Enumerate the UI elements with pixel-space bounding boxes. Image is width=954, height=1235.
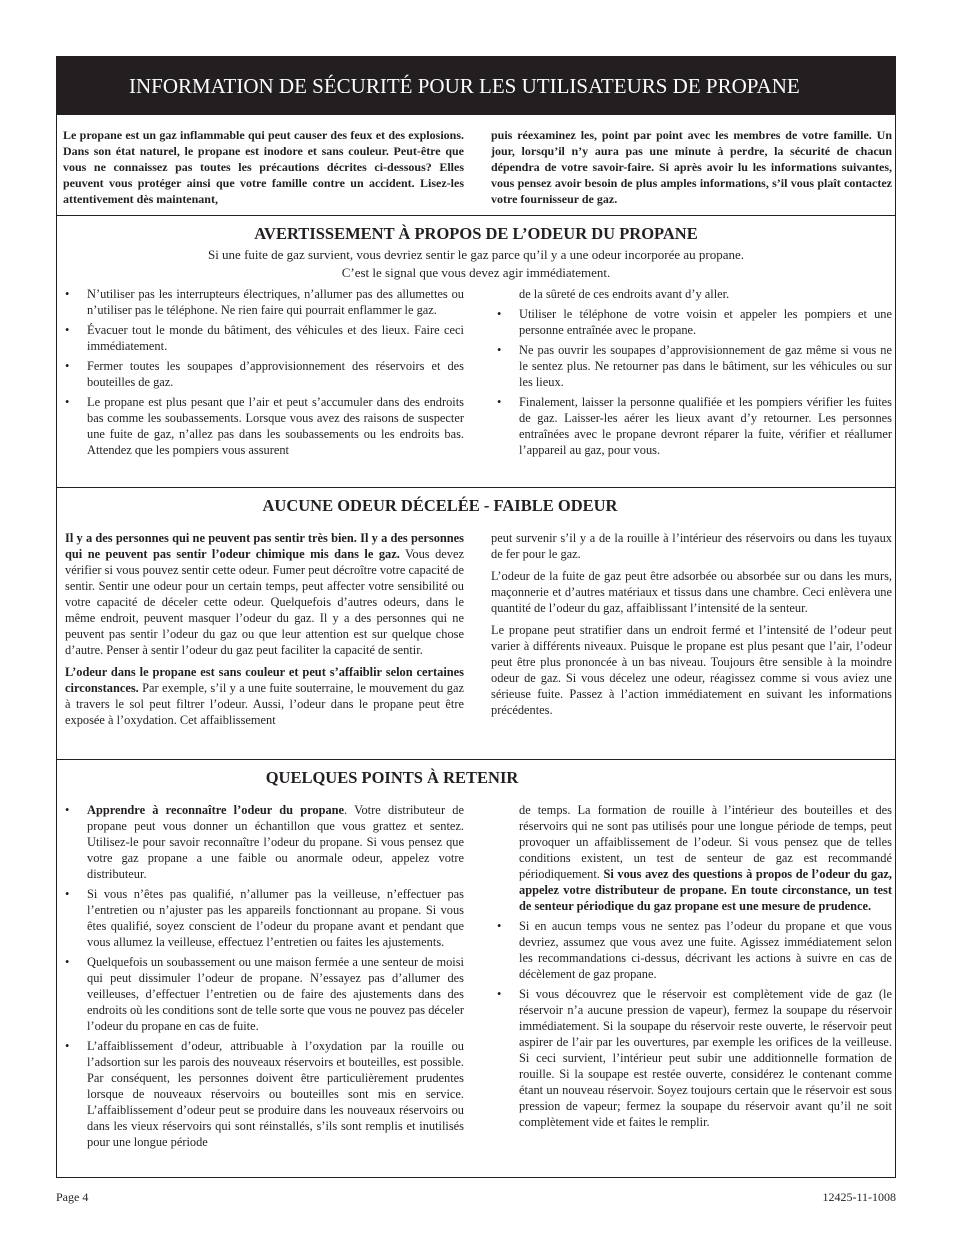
no-odour-r3: Le propane peut stratifier dans un endroit fermé et l’intensité de l’odeur peut varier à différents niveaux. Puisque le propane est plus pesant que l’air, l’odeur peut être plus prononcée à un bas niveau. Toujours être sensible à la moindre odeur de gaz. Si vous décelez une odeur, réagissez comme si vous aviez une sérieuse fuite. Passez à l’action immédiatement en suivant les informations précédentes.	[491, 623, 892, 717]
odour-section	[57, 215, 895, 487]
odour-left-list	[59, 286, 464, 462]
list-item: • Si vous n’êtes pas qualifié, n’allumer pas la veilleuse, n’effectuer pas l’entretien ou n’ajuster pas les appareils fonctionnant au propane. Si vous êtes qualifié, soyez conscient de l’odeur du propane avant et pendant que vous allumez la veilleuse, effectuez l’entretien ou faites les ajustements.	[59, 886, 464, 950]
safety-frame	[56, 56, 896, 1178]
list-item: • N’utiliser pas les interrupteurs électriques, n’allumer pas des allumettes ou n’utiliser pas le téléphone. Ne rien faire qui pourrait enflammer le gaz.	[59, 286, 464, 318]
odour-heading: AVERTISSEMENT À PROPOS DE L’ODEUR DU PROPANE	[254, 224, 698, 243]
points-r-cont: de temps. La formation de rouille à l’intérieur des bouteilles et des réservoirs qui ne sont pas utilisés pour une longue période de temps, peut provoquer un affaiblissement de l’odeur. Si vous pensez que de telles conditions existent, un test de senteur de gaz est recommandé périodiquement.	[519, 803, 892, 881]
no-odour-left	[65, 530, 464, 734]
no-odour-right	[491, 530, 892, 724]
list-item: • Utiliser le téléphone de votre voisin et appeler les pompiers et une personne entraînée avec le propane.	[491, 306, 892, 338]
no-odour-r1: peut survenir s’il y a de la rouille à l’intérieur des réservoirs ou dans les tuyaux de fer pour le gaz.	[491, 531, 892, 561]
list-item: • Évacuer tout le monde du bâtiment, des véhicules et des lieux. Faire ceci immédiatement.	[59, 322, 464, 354]
list-item: • Fermer toutes les soupapes d’approvisionnement des réservoirs et des bouteilles de gaz.	[59, 358, 464, 390]
no-odour-section	[57, 487, 895, 759]
intro-left: Le propane est un gaz inflammable qui peut causer des feux et des explosions. Dans son état naturel, le propane est inodore et sans couleur. Peut-être que vous ne connaissez pas toutes les précautions décrites ci-dessous? Elles peuvent vous protéger ainsi que votre famille contre un accident. Lisez-les attentivement dès maintenant,	[63, 128, 464, 206]
points-left	[59, 802, 464, 1154]
points-heading: QUELQUES POINTS À RETENIR	[265, 768, 519, 787]
points-l1-rest: . Votre distributeur de propane peut vous donner un échantillon que vous grattez et sentez. Utilisez-le pour savoir reconnaître l’odeur du propane. Si vous pensez que votre gaz propane a une faible ou anormale odeur, appelez votre distributeur.	[87, 803, 464, 881]
document-code: 12425-11-1008	[822, 1190, 896, 1204]
list-item: • Si en aucun temps vous ne sentez pas l’odeur du propane et que vous devriez, assumez que vous avez une fuite. Agissez immédiatement selon les recommandations ci-dessus, décrivant les actions à suivre en cas de décèlement de gaz propane.	[491, 918, 892, 982]
points-section	[57, 759, 895, 1178]
list-item: • Quelquefois un soubassement ou une maison fermée a une senteur de moisi qui peut dissimuler l’odeur de propane. N’essayez pas d’allumer des veilleuses, d’effectuer l’entretien ou de faire des ajustements dans des endroits où les conditions sont de telle sorte que vous ne pouvez pas déceler l’odeur du propane en cas de fuite.	[59, 954, 464, 1034]
page-title: INFORMATION DE SÉCURITÉ POUR LES UTILISATEURS DE PROPANE	[57, 57, 895, 115]
points-right	[491, 802, 892, 1134]
points-l1-bold: Apprendre à reconnaître l’odeur du propane	[87, 803, 345, 817]
odour-sub-1: Si une fuite de gaz survient, vous devriez sentir le gaz parce qu’il y a une odeur incorporée au propane.	[207, 247, 745, 262]
list-item	[59, 802, 464, 882]
no-odour-p1-rest: Vous devez vérifier si vous pouvez sentir cette odeur. Fumer peut décroître votre capacité de sentir. Sentir une odeur pour un certain temps, peut affecter votre sensibilité ou votre capacité de déceler cette odeur. Quelquefois d’autres odeurs, dans le même endroit, peuvent masquer l’odeur du gaz. Il y a des personnes qui ne peuvent pas sentir l’odeur du gaz ou que leur attention est sur quelque chose d’autre. Penser à sentir l’odeur du gaz peut faciliter la capacité de sentir.	[65, 547, 464, 657]
no-odour-heading: AUCUNE ODEUR DÉCELÉE - FAIBLE ODEUR	[262, 496, 618, 515]
odour-right-list	[491, 286, 892, 462]
no-odour-p2-rest: Par exemple, s’il y a une fuite souterraine, le mouvement du gaz à travers le sol peut filtrer l’odeur. Aussi, l’odeur dans le propane peut être exposée à l’oxydation. Cet affaiblissement	[65, 681, 464, 727]
list-item: • Finalement, laisser la personne qualifiée et les pompiers vérifier les fuites de gaz. Laisser-les aérer les lieux avant d’y retourner. Les personnes entraînées avec le propane devront réparer la fuite, vérifier et réallumer l’appareil au gaz, pour vous.	[491, 394, 892, 458]
points-r-cont-bold: Si vous avez des questions à propos de l’odeur du gaz, appelez votre distributeur de propane. En toute circonstance, un test de senteur périodique du gaz propane est une mesure de prudence.	[519, 867, 892, 913]
list-item: • Si vous découvrez que le réservoir est complètement vide de gaz (le réservoir n’a aucune pression de vapeur), fermez la soupape du réservoir immédiatement. Si la soupape du réservoir reste ouverte, le réservoir peut aspirer de l’air par les ouvertures, par exemple les orifices de la veilleuse. Si ceci survient, l’intérieur peut subir une additionnelle formation de rouille. Si la soupape est restée ouverte, considérez le contenant comme étant un nouveau réservoir. Soyez toujours certain que le réservoir est sous pression de vapeur; fermez la soupape du réservoir avant qu’il ne soit complètement vide et faites le remplir.	[491, 986, 892, 1130]
odour-right-continued: de la sûreté de ces endroits avant d’y aller.	[519, 287, 730, 301]
list-item: • L’affaiblissement d’odeur, attribuable à l’oxydation par la rouille ou l’adsortion sur les parois des nouveaux réservoirs et bouteilles, est possible. Par conséquent, les personnes doivent être particulièrement prudentes lorsque de nouveaux réservoirs ou bouteilles sont mis en service. L’affaiblissement d’odeur peut se produire dans les nouveaux réservoirs ou dans les vieux réservoirs qui sont réinstallés, s’ils sont remplis et inutilisés pour une longue période	[59, 1038, 464, 1150]
intro-right: puis réexaminez les, point par point avec les membres de votre famille. Un jour, lorsqu’il n’y aura pas une minute à perdre, la sécurité de chacun dépendra de votre savoir-faire. Si après avoir lu les informations suivantes, vous pensez avoir besoin de plus amples informations, s’il vous plaît contactez votre fournisseur de gaz.	[491, 128, 892, 206]
points-right-continued	[491, 802, 892, 914]
list-item: • Le propane est plus pesant que l’air et peut s’accumuler dans des endroits bas comme les soubassements. Lorsque vous avez des raisons de suspecter une fuite de gaz, n’allez pas dans les soubassements ou les endroits bas. Attendez que les pompiers vous assurent	[59, 394, 464, 458]
list-item: • Ne pas ouvrir les soupapes d’approvisionnement de gaz même si vous ne le sentez plus. Ne retourner pas dans le bâtiment, sur les véhicules ou sur les lieux.	[491, 342, 892, 390]
no-odour-p2-bold: L’odeur dans le propane est sans couleur et peut s’affaiblir selon certaines circonstances.	[65, 665, 464, 695]
no-odour-p1-bold: Il y a des personnes qui ne peuvent pas sentir très bien. Il y a des personnes qui ne peuvent pas sentir l’odeur chimique mis dans le gaz.	[65, 531, 464, 561]
page-number: Page 4	[56, 1190, 89, 1204]
no-odour-r2: L’odeur de la fuite de gaz peut être adsorbée ou absorbée sur ou dans les murs, maçonnerie et d’autres matériaux et tissus dans une chambre. Ceci enlèvera une quantité de l’odeur du gaz, affaiblissant l’intensité de la senteur.	[491, 569, 892, 615]
odour-sub-2: C’est le signal que vous devez agir immédiatement.	[341, 265, 611, 280]
